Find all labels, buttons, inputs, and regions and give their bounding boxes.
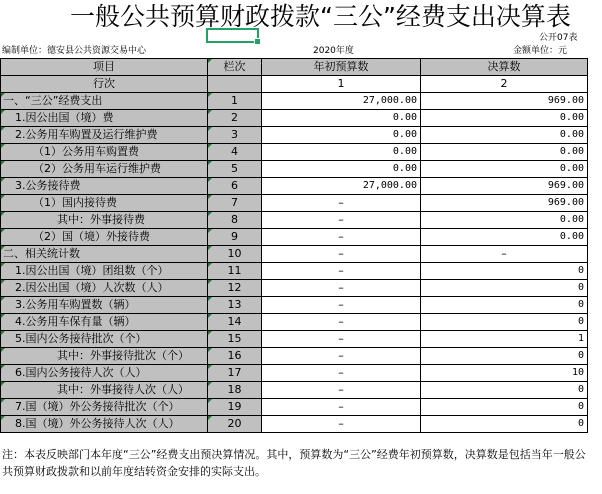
- row-label-col[interactable]: [208, 76, 262, 93]
- row-actual[interactable]: 0.00: [421, 212, 588, 229]
- row-col-number[interactable]: 18: [208, 382, 262, 399]
- row-budget[interactable]: 0.00: [262, 161, 421, 178]
- table-row: [1, 416, 588, 433]
- report-title: 一般公共预算财政拨款“三公”经费支出决算表: [70, 2, 571, 31]
- row-item[interactable]: 4.公务用车保有量（辆）: [1, 314, 208, 331]
- row-item[interactable]: 二、相关统计数: [1, 246, 208, 263]
- row-budget[interactable]: –: [262, 365, 421, 382]
- row-budget[interactable]: –: [262, 416, 421, 433]
- table-row: [1, 297, 588, 314]
- table-row: [1, 314, 588, 331]
- row-budget[interactable]: –: [262, 212, 421, 229]
- row-col-number[interactable]: 8: [208, 212, 262, 229]
- table-row: [1, 110, 588, 127]
- row-actual[interactable]: 969.00: [421, 195, 588, 212]
- row-budget[interactable]: –: [262, 229, 421, 246]
- row-item[interactable]: （2）国（境）外接待费: [1, 229, 208, 246]
- row-col-number[interactable]: 16: [208, 348, 262, 365]
- row-item[interactable]: 2.公务用车购置及运行维护费: [1, 127, 208, 144]
- row-budget[interactable]: –: [262, 331, 421, 348]
- row-budget[interactable]: 0.00: [262, 144, 421, 161]
- row-col-number[interactable]: 11: [208, 263, 262, 280]
- compiling-unit: 编制单位：德安县公共资源交易中心: [2, 46, 147, 56]
- row-col-number[interactable]: 6: [208, 178, 262, 195]
- table-row: [1, 178, 588, 195]
- row-actual[interactable]: 969.00: [421, 93, 588, 110]
- row-col-number[interactable]: 13: [208, 297, 262, 314]
- row-budget[interactable]: 27,000.00: [262, 178, 421, 195]
- row-item[interactable]: 其中：外事接待人次（人）: [1, 382, 208, 399]
- row-item[interactable]: 其中：外事接待费: [1, 212, 208, 229]
- table-row: [1, 93, 588, 110]
- row-col-number[interactable]: 5: [208, 161, 262, 178]
- row-item[interactable]: （1）国内接待费: [1, 195, 208, 212]
- row-budget[interactable]: –: [262, 314, 421, 331]
- table-row: [1, 331, 588, 348]
- header-budget[interactable]: 年初预算数: [262, 59, 421, 76]
- row-budget[interactable]: –: [262, 246, 421, 263]
- row-actual[interactable]: 0.00: [421, 144, 588, 161]
- selected-cell-cursor[interactable]: [206, 28, 259, 43]
- row-col-number[interactable]: 20: [208, 416, 262, 433]
- row-actual[interactable]: 0: [421, 348, 588, 365]
- row-item[interactable]: 6.国内公务接待人次（人）: [1, 365, 208, 382]
- row-actual[interactable]: 0: [421, 399, 588, 416]
- table-row: [1, 144, 588, 161]
- form-code: 公开07表: [539, 33, 578, 43]
- row-actual[interactable]: 0: [421, 280, 588, 297]
- table-row: [1, 382, 588, 399]
- row-item[interactable]: 7.国（境）外公务接待批次（个）: [1, 399, 208, 416]
- row-item[interactable]: 2.因公出国（境）人次数（人）: [1, 280, 208, 297]
- table-row: [1, 263, 588, 280]
- row-actual[interactable]: –: [421, 246, 588, 263]
- row-item[interactable]: 1.因公出国（境）费: [1, 110, 208, 127]
- table-row: [1, 127, 588, 144]
- row-actual[interactable]: 0.00: [421, 161, 588, 178]
- row-budget[interactable]: –: [262, 195, 421, 212]
- row-budget[interactable]: –: [262, 280, 421, 297]
- row-col-number[interactable]: 4: [208, 144, 262, 161]
- row-budget[interactable]: 0.00: [262, 127, 421, 144]
- row-item[interactable]: （1）公务用车购置费: [1, 144, 208, 161]
- table-row: [1, 212, 588, 229]
- row-actual[interactable]: 0.00: [421, 127, 588, 144]
- row-budget[interactable]: –: [262, 263, 421, 280]
- table-row: [1, 195, 588, 212]
- row-number-row: [1, 76, 588, 93]
- currency-unit: 金额单位：元: [513, 46, 568, 56]
- header-row: [1, 59, 588, 76]
- row-budget[interactable]: 27,000.00: [262, 93, 421, 110]
- header-col[interactable]: 栏次: [208, 59, 262, 76]
- row-actual[interactable]: 0: [421, 263, 588, 280]
- row-col-number[interactable]: 14: [208, 314, 262, 331]
- row-item[interactable]: 其中：外事接待批次（个）: [1, 348, 208, 365]
- row-label[interactable]: 行次: [1, 76, 208, 93]
- row-col-number[interactable]: 19: [208, 399, 262, 416]
- row-col-number[interactable]: 7: [208, 195, 262, 212]
- expense-table: [0, 58, 588, 433]
- row-budget[interactable]: 0.00: [262, 110, 421, 127]
- row-actual[interactable]: 0: [421, 382, 588, 399]
- row-item[interactable]: （2）公务用车运行维护费: [1, 161, 208, 178]
- table-row: [1, 246, 588, 263]
- row-col-number[interactable]: 15: [208, 331, 262, 348]
- row-col-number[interactable]: 2: [208, 110, 262, 127]
- table-row: [1, 229, 588, 246]
- table-row: [1, 161, 588, 178]
- budget-col-number[interactable]: 1: [262, 76, 421, 93]
- row-budget[interactable]: –: [262, 348, 421, 365]
- row-actual[interactable]: 969.00: [421, 178, 588, 195]
- row-actual[interactable]: 0: [421, 314, 588, 331]
- actual-col-number[interactable]: 2: [421, 76, 588, 93]
- row-actual[interactable]: 0: [421, 297, 588, 314]
- header-item[interactable]: 项目: [1, 59, 208, 76]
- header-actual[interactable]: 决算数: [421, 59, 588, 76]
- row-col-number[interactable]: 3: [208, 127, 262, 144]
- row-item[interactable]: 1.因公出国（境）团组数（个）: [1, 263, 208, 280]
- report-year: 2020年度: [313, 46, 354, 56]
- row-actual[interactable]: 0.00: [421, 110, 588, 127]
- row-col-number[interactable]: 10: [208, 246, 262, 263]
- row-item[interactable]: 3.公务接待费: [1, 178, 208, 195]
- row-budget[interactable]: –: [262, 382, 421, 399]
- row-actual[interactable]: 0.00: [421, 229, 588, 246]
- row-col-number[interactable]: 17: [208, 365, 262, 382]
- row-col-number[interactable]: 1: [208, 93, 262, 110]
- row-actual[interactable]: 1: [421, 331, 588, 348]
- table-row: [1, 348, 588, 365]
- row-item[interactable]: 5.国内公务接待批次（个）: [1, 331, 208, 348]
- table-row: [1, 365, 588, 382]
- row-col-number[interactable]: 12: [208, 280, 262, 297]
- table-row: [1, 399, 588, 416]
- row-item[interactable]: 一、“三公”经费支出: [1, 93, 208, 110]
- row-item[interactable]: 8.国（境）外公务接待人次（人）: [1, 416, 208, 433]
- row-budget[interactable]: –: [262, 399, 421, 416]
- footnote: 注：本表反映部门本年度“三公”经费支出预决算情况。其中，预算数为“三公”经费年初预算数，决算数是包括当年一般公共预算财政拨款和以前年度结转资金安排的实际支出。: [2, 448, 586, 478]
- row-col-number[interactable]: 9: [208, 229, 262, 246]
- row-budget[interactable]: –: [262, 297, 421, 314]
- table-row: [1, 280, 588, 297]
- row-actual[interactable]: 10: [421, 365, 588, 382]
- row-item[interactable]: 3.公务用车购置数（辆）: [1, 297, 208, 314]
- row-actual[interactable]: 0: [421, 416, 588, 433]
